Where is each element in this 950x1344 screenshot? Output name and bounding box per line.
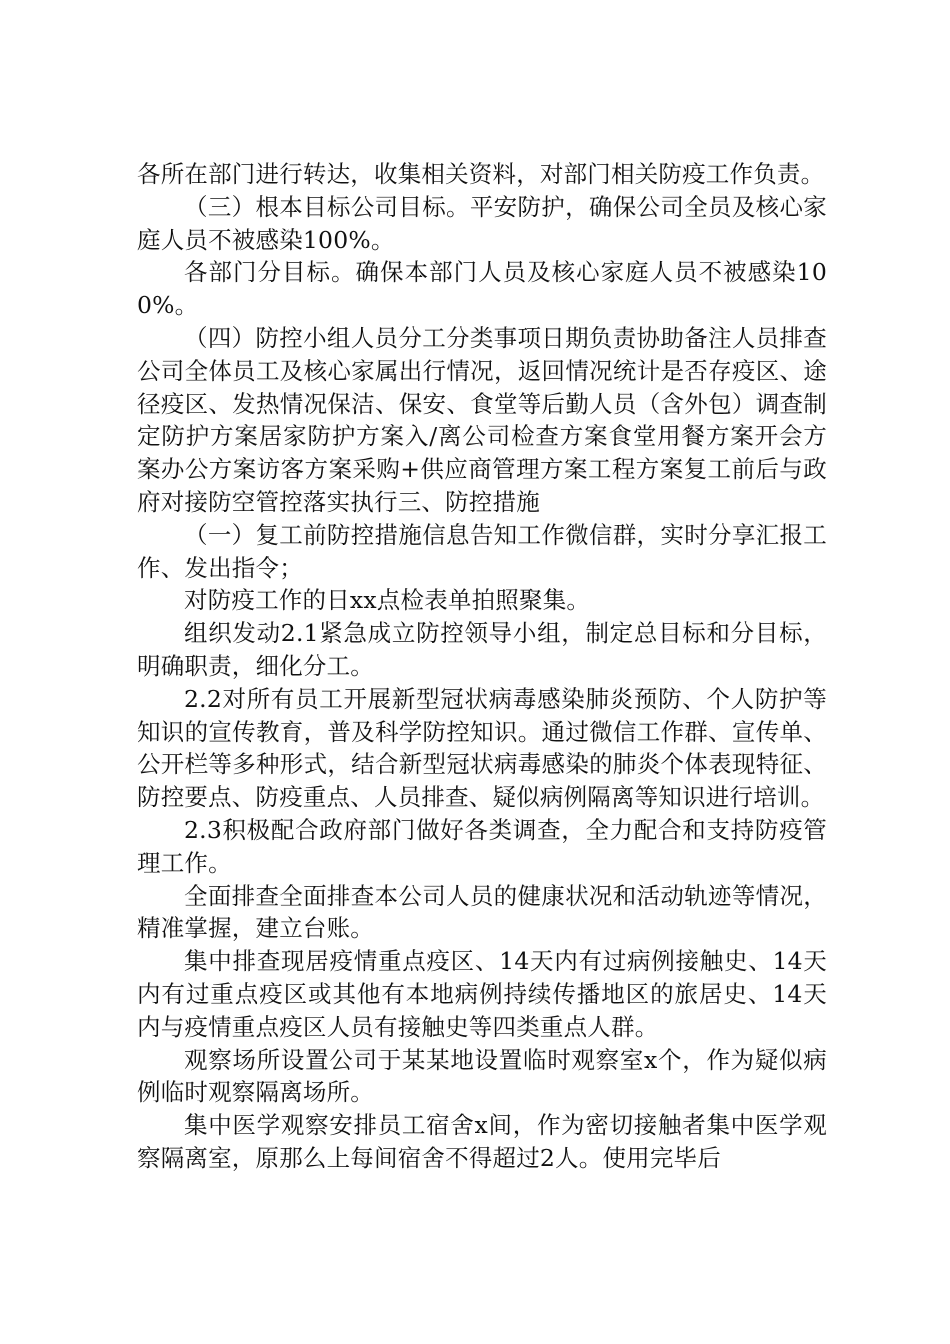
paragraph: 集中排查现居疫情重点疫区、14天内有过病例接触史、14天内有过重点疫区或其他有本地病例持续传播地区的旅居史、14天内与疫情重点疫区人员有接触史等四类重点人群。 [137, 947, 827, 1041]
document-body [137, 158, 827, 1175]
paragraph: 组织发动2.1紧急成立防控领导小组，制定总目标和分目标，明确职责，细化分工。 [137, 619, 827, 680]
paragraph: （三）根本目标公司目标。平安防护，确保公司全员及核心家庭人员不被感染100%。 [137, 192, 827, 254]
paragraph: 各部门分目标。确保本部门人员及核心家庭人员不被感染100%。 [137, 258, 827, 320]
paragraph: 2.2对所有员工开展新型冠状病毒感染肺炎预防、个人防护等知识的宣传教育，普及科学防控知识。通过微信工作群、宣传单、公开栏等多种形式，结合新型冠状病毒感染的肺炎个体表现特征、防控要点、防疫重点、人员排查、疑似病例隔离等知识进行培训。 [137, 684, 827, 812]
paragraph: 全面排查全面排查本公司人员的健康状况和活动轨迹等情况，精准掌握，建立台账。 [137, 881, 827, 943]
paragraph: （一）复工前防控措施信息告知工作微信群，实时分享汇报工作、发出指令； [137, 520, 827, 582]
paragraph: 对防疫工作的日xx点检表单拍照聚集。 [184, 586, 591, 615]
paragraph: （四）防控小组人员分工分类事项日期负责协助备注人员排查公司全体员工及核心家属出行情况，返回情况统计是否存疫区、途径疫区、发热情况保洁、保安、食堂等后勤人员（含外包）调查制定防护方案居家防护方案入/离公司检查方案食堂用餐方案开会方案办公方案访客方案采购+供应商管理方案工程方案复工前后与政府对接防空管控落实执行三、防控措施 [137, 323, 827, 516]
paragraph: 观察场所设置公司于某某地设置临时观察室x个，作为疑似病例临时观察隔离场所。 [137, 1045, 827, 1107]
paragraph: 各所在部门进行转达，收集相关资料，对部门相关防疫工作负责。 [137, 160, 825, 188]
paragraph: 2.3积极配合政府部门做好各类调查，全力配合和支持防疫管理工作。 [137, 815, 827, 877]
paragraph: 集中医学观察安排员工宿舍x间，作为密切接触者集中医学观察隔离室，原那么上每间宿舍不得超过2人。使用完毕后 [137, 1111, 827, 1172]
